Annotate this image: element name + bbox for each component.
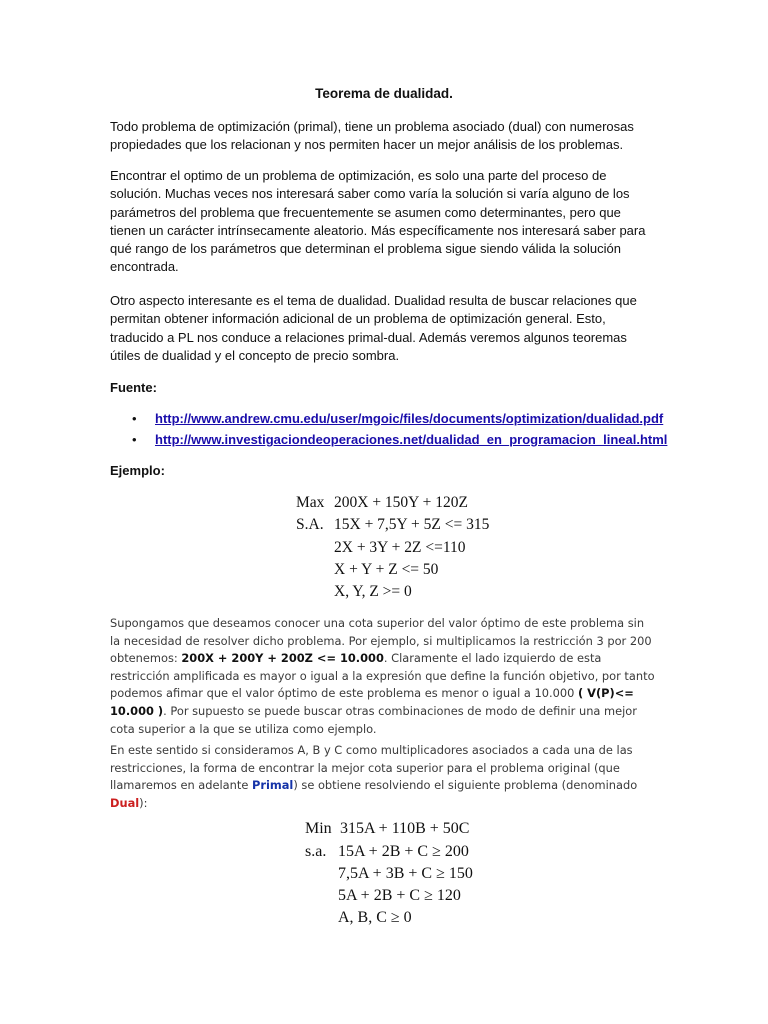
bullet-icon: • [132, 432, 137, 447]
paragraph-sensitivity: Encontrar el optimo de un problema de optimización, es solo una parte del proceso de solución. Muchas veces nos interesará saber como varía la solución si varía alguno de los parámetros del problema que frecuentemente se asumen como determinantes, pero que tienen un carácter intrínsecamente aleatorio. Más específicamente nos interesará saber para qué rango de los parámetros que determinan el problema sigue siendo válida la solución encontrada. [110, 168, 646, 275]
primal-nonnegativity: X, Y, Z >= 0 [334, 583, 412, 600]
link-investigacion-operaciones[interactable]: http://www.investigaciondeoperaciones.net/dualidad_en_programacion_lineal.html [155, 432, 668, 447]
primal-constraint-3: X + Y + Z <= 50 [334, 561, 439, 578]
paragraph-intro: Todo problema de optimización (primal), tiene un problema asociado (dual) con numerosas propiedades que los relacionan y nos permiten hacer un mejor análisis de los problemas. [110, 119, 634, 153]
bullet-icon: • [132, 411, 137, 426]
dual-objective-label: Min [305, 820, 332, 837]
dual-constraint-1: 15A + 2B + C ≥ 200 [338, 843, 469, 860]
ejemplo-label: Ejemplo: [110, 463, 165, 478]
dual-term: Dual [110, 795, 140, 810]
explanation-text: . Por supuesto se puede buscar otras combinaciones de modo de definir una mejor cota superior a la que se utiliza como ejemplo. [110, 703, 637, 736]
bound-value: ( V(P)<= 10.000 ) [110, 686, 634, 718]
explanation-text: ): [139, 795, 148, 810]
amplified-constraint: 200X + 200Y + 200Z <= 10.000 [181, 651, 384, 666]
explanation-text: Supongamos que deseamos conocer una cota superior del valor óptimo de este problema sin la necesidad de resolver dicho problema. Por ejemplo, si multiplicamos la restricción 3 por 200 obtenemos: [110, 616, 652, 666]
dual-objective-expression: 315A + 110B + 50C [340, 820, 470, 837]
dual-nonnegativity: A, B, C ≥ 0 [338, 909, 412, 926]
paragraph-duality: Otro aspecto interesante es el tema de dualidad. Dualidad resulta de buscar relaciones que permitan obtener información adicional de un problema de optimización general. Esto, traducido a PL nos conduce a relaciones primal-dual. Además veremos algunos teoremas útiles de dualidad y el concepto de precio sombra. [110, 293, 637, 363]
primal-constraint-1: 15X + 7,5Y + 5Z <= 315 [334, 516, 490, 533]
explanation-text: . Claramente el lado izquierdo de esta restricción amplificada es mayor o igual a la expresión que define la función objetivo, por tanto podemos afimar que el valor óptimo de este problema es menor o igual a 10.000 [110, 651, 655, 701]
link-andrew-cmu[interactable]: http://www.andrew.cmu.edu/user/mgoic/files/documents/optimization/dualidad.pdf [155, 411, 664, 426]
dual-st-label: s.a. [305, 843, 327, 860]
primal-objective-expression: 200X + 150Y + 120Z [334, 494, 469, 511]
primal-objective-label: Max [296, 494, 325, 511]
fuente-label: Fuente: [110, 380, 157, 395]
document-title: Teorema de dualidad. [315, 86, 453, 101]
dual-constraint-2: 7,5A + 3B + C ≥ 150 [338, 865, 473, 882]
primal-term: Primal [251, 778, 294, 793]
primal-constraint-2: 2X + 3Y + 2Z <=110 [334, 539, 466, 556]
dual-constraint-3: 5A + 2B + C ≥ 120 [338, 887, 461, 904]
explanation-text: En este sentido si consideramos A, B y C como multiplicadores asociados a cada una de las restricciones, la forma de encontrar la mejor cota superior para el problema original (que llamaremos en adelante [110, 743, 633, 793]
primal-st-label: S.A. [296, 516, 324, 533]
explanation-text: ) se obtiene resolviendo el siguiente problema (denominado [293, 778, 638, 793]
